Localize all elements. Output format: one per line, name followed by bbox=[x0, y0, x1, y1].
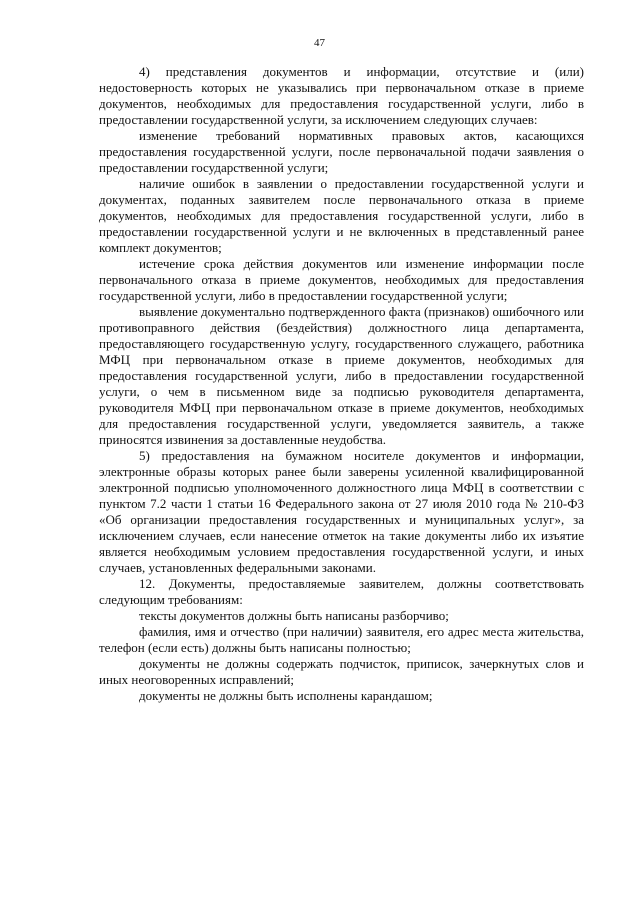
paragraph-requirement-no-pencil: документы не должны быть исполнены карандашом; bbox=[139, 688, 433, 703]
paragraph-exception-regulation-change: изменение требований нормативных правовых актов, касающихся предоставления государственной услуги, после первоначальной подачи заявления о предоставлении государственной услуги; bbox=[99, 128, 584, 175]
paragraph-exception-misconduct: выявление документально подтвержденного факта (признаков) ошибочного или противоправного действия (бездействия) должностного лица департамента, предоставляющего государственную услугу, государственного служащего, работника МФЦ при первоначальном отказе в приеме документов, необходимых для предоставления государственной услуги, либо в предоставлении государственной услуги, о чем в письменном виде за подписью руководителя департамента, руководителя МФЦ при первоначальном отказе в приеме документов, необходимых для предоставления государственной услуги, уведомляется заявитель, а также приносятся извинения за доставленные неудобства. bbox=[99, 304, 584, 447]
paragraph-item-5: 5) предоставления на бумажном носителе документов и информации, электронные образы которых ранее были заверены усиленной квалифицированной электронной подписью уполномоченного должностного лица МФЦ в соответствии с пунктом 7.2 части 1 статьи 16 Федерального закона от 27 июля 2010 года № 210-ФЗ «Об организации предоставления государственных и муниципальных услуг», за исключением случаев, если нанесение отметок на такие документы либо их изъятие является необходимым условием предоставления государственной услуги, и иных случаев, установленных федеральными законами. bbox=[99, 448, 584, 575]
paragraph-exception-expiry: истечение срока действия документов или изменение информации после первоначального отказа в приеме документов, необходимых для предоставления государственной услуги, либо в предоставлении государственной услуги; bbox=[99, 256, 584, 303]
paragraph-section-12: 12. Документы, предоставляемые заявителем, должны соответствовать следующим требованиям: bbox=[99, 576, 584, 607]
paragraph-exception-errors: наличие ошибок в заявлении о предоставлении государственной услуги и документах, поданных заявителем после первоначального отказа в приеме документов, необходимых для предоставления государственной услуги, либо в предоставлении государственной услуги и не включенных в представленный ранее комплект документов; bbox=[99, 176, 584, 255]
paragraph-requirement-full-name: фамилия, имя и отчество (при наличии) заявителя, его адрес места жительства, телефон (если есть) должны быть написаны полностью; bbox=[99, 624, 584, 655]
paragraph-requirement-no-corrections: документы не должны содержать подчисток, приписок, зачеркнутых слов и иных неоговоренных исправлений; bbox=[99, 656, 584, 687]
paragraph-item-4: 4) представления документов и информации, отсутствие и (или) недостоверность которых не указывались при первоначальном отказе в приеме документов, необходимых для предоставления государственной услуги, либо в предоставлении государственной услуги, за исключением следующих случаев: bbox=[99, 64, 584, 127]
paragraph-requirement-legible: тексты документов должны быть написаны разборчиво; bbox=[139, 608, 449, 623]
page-body bbox=[99, 64, 584, 704]
page-number: 47 bbox=[314, 37, 325, 49]
